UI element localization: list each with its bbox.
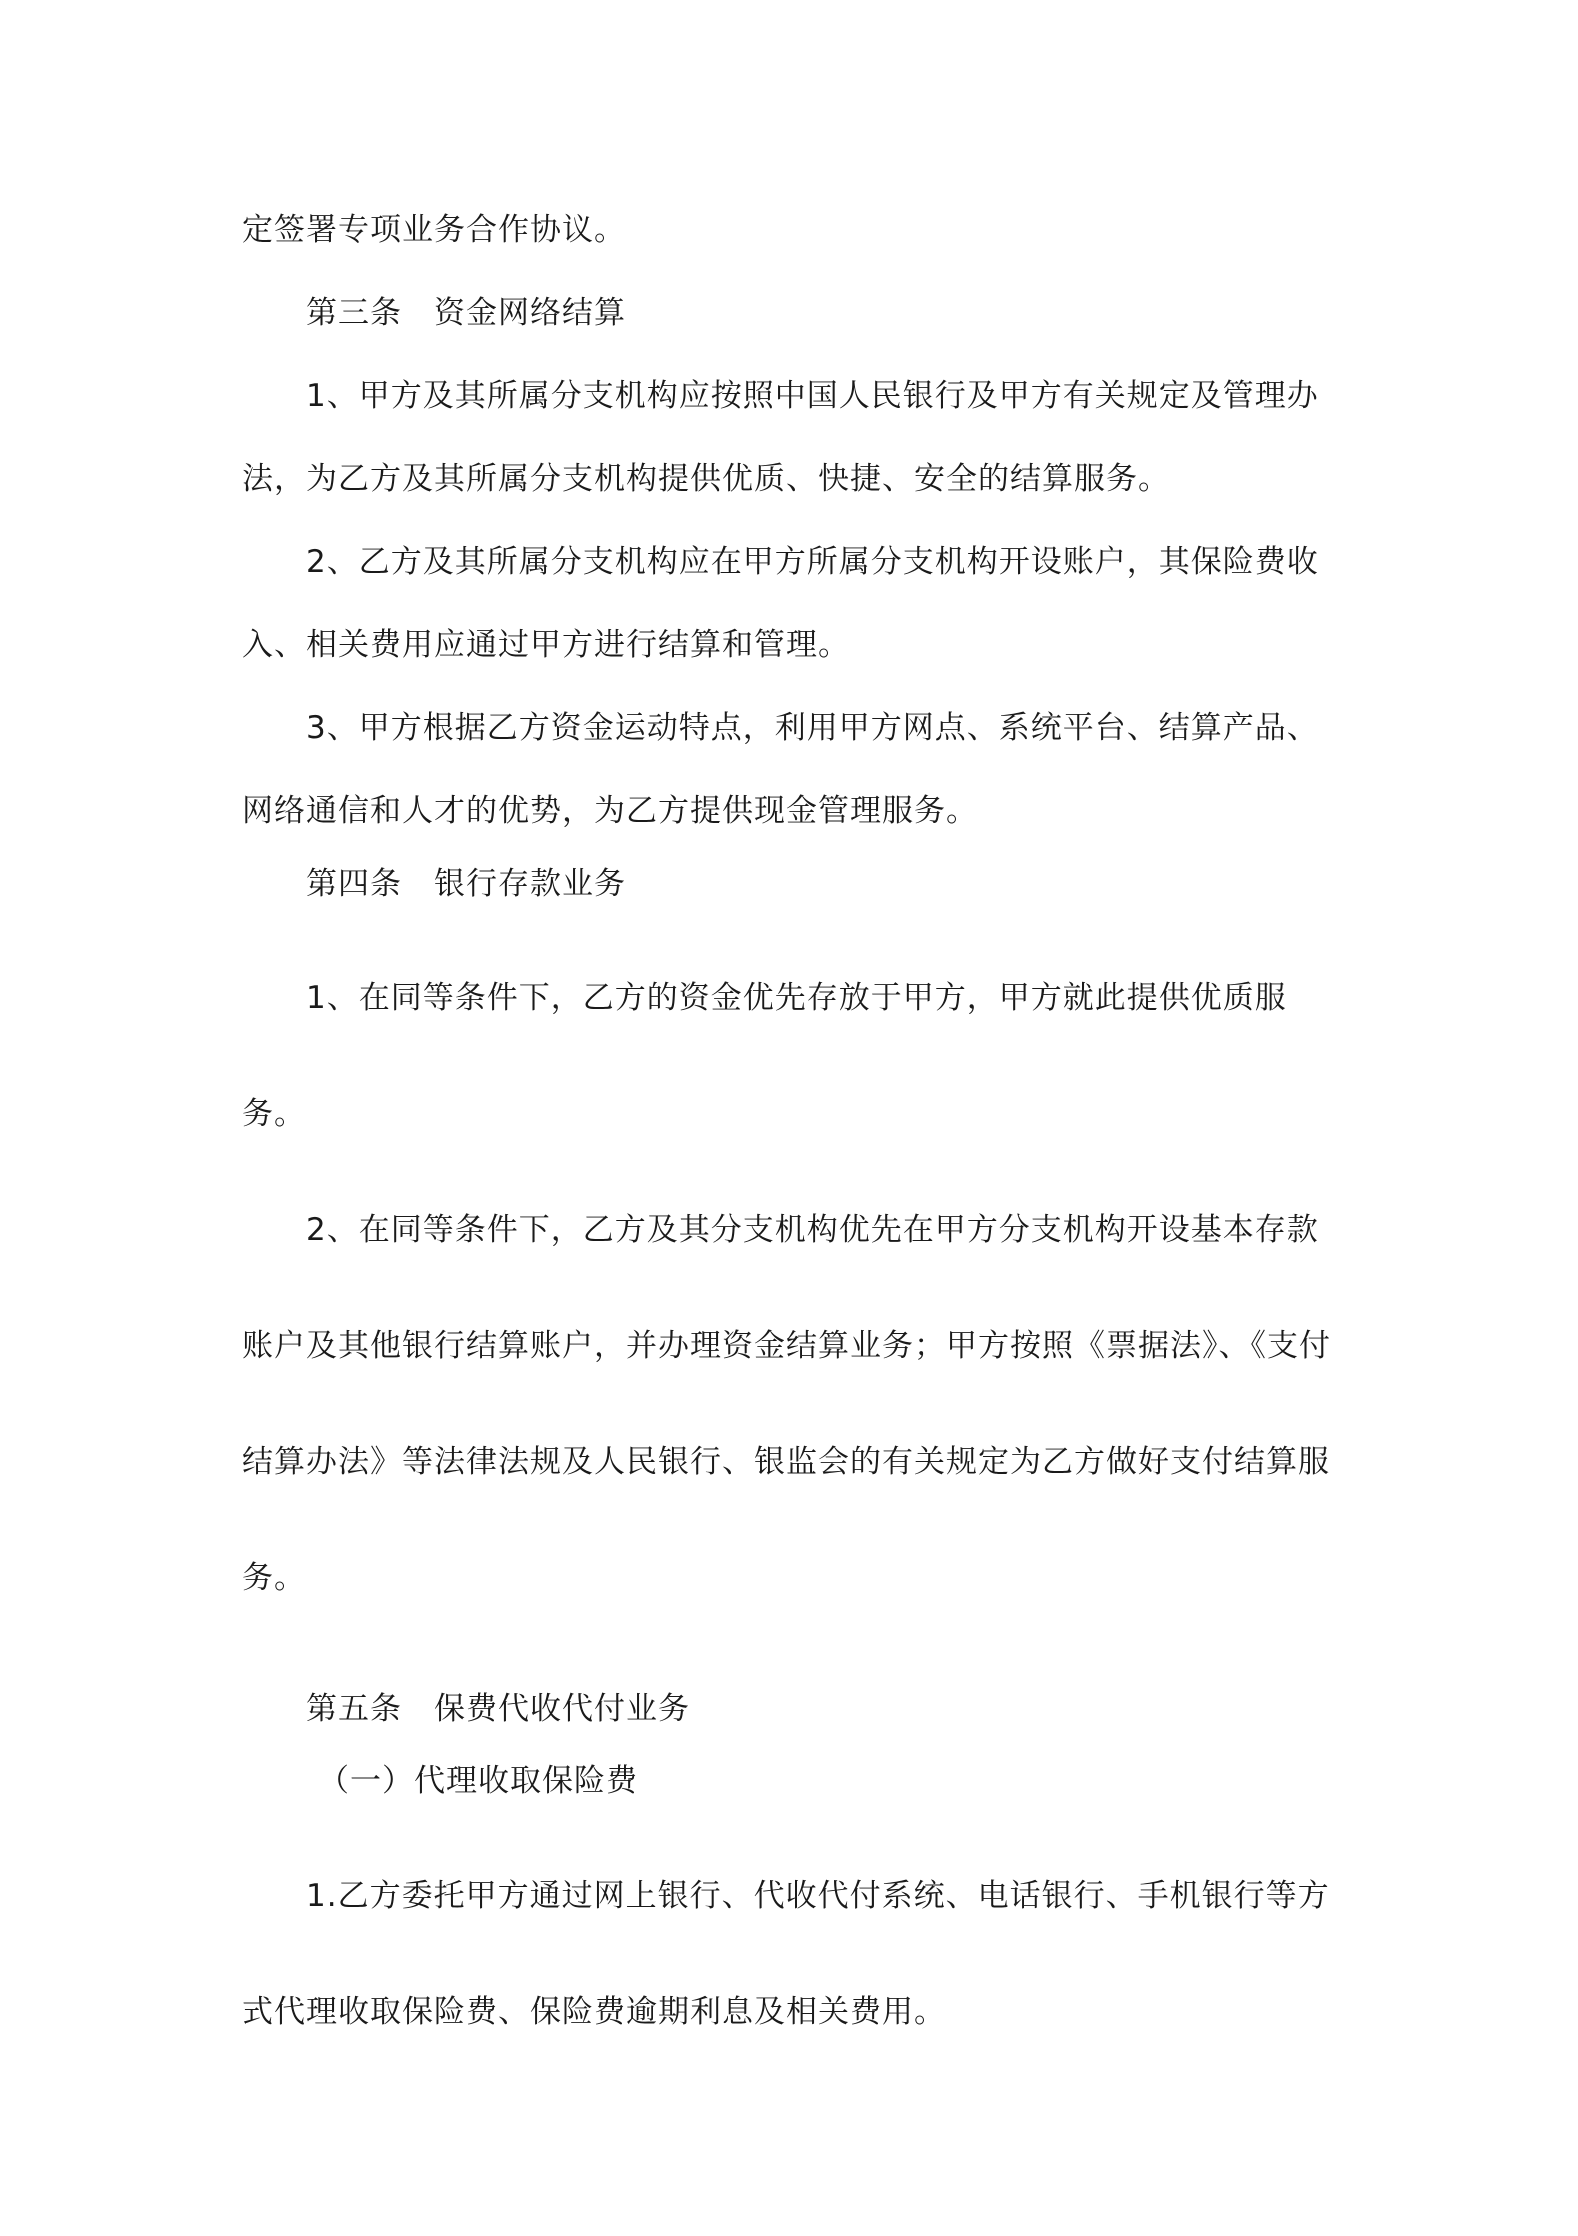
article-4-item-1-line-1: 1、在同等条件下，乙方的资金优先存放于甲方，甲方就此提供优质服 xyxy=(306,980,1287,1016)
article-3-item-1-line-1: 1、甲方及其所属分支机构应按照中国人民银行及甲方有关规定及管理办 xyxy=(306,378,1319,414)
article-5-heading: 第五条 保费代收代付业务 xyxy=(306,1691,690,1727)
article-4-item-2-line-2: 账户及其他银行结算账户，并办理资金结算业务；甲方按照《票据法》、《支付 xyxy=(242,1328,1331,1364)
article-4-item-1-line-2: 务。 xyxy=(242,1096,306,1132)
article-5-item-1-line-2: 式代理收取保险费、保险费逾期利息及相关费用。 xyxy=(242,1994,946,2030)
paragraph-continuation: 定签署专项业务合作协议。 xyxy=(242,212,626,248)
article-5-item-1-line-1: 1.乙方委托甲方通过网上银行、代收代付系统、电话银行、手机银行等方 xyxy=(306,1878,1330,1914)
article-3-item-3-line-1: 3、甲方根据乙方资金运动特点，利用甲方网点、系统平台、结算产品、 xyxy=(306,710,1319,746)
article-3-item-1-line-2: 法，为乙方及其所属分支机构提供优质、快捷、安全的结算服务。 xyxy=(242,461,1170,497)
article-4-item-2-line-1: 2、在同等条件下，乙方及其分支机构优先在甲方分支机构开设基本存款 xyxy=(306,1212,1319,1248)
article-5-section-1-heading: （一）代理收取保险费 xyxy=(318,1763,638,1799)
article-3-item-3-line-2: 网络通信和人才的优势，为乙方提供现金管理服务。 xyxy=(242,793,978,829)
article-3-item-2-line-1: 2、乙方及其所属分支机构应在甲方所属分支机构开设账户，其保险费收 xyxy=(306,544,1319,580)
article-3-heading: 第三条 资金网络结算 xyxy=(306,295,626,331)
article-4-item-2-line-3: 结算办法》等法律法规及人民银行、银监会的有关规定为乙方做好支付结算服 xyxy=(242,1444,1330,1480)
article-3-item-2-line-2: 入、相关费用应通过甲方进行结算和管理。 xyxy=(242,627,850,663)
article-4-item-2-line-4: 务。 xyxy=(242,1560,306,1596)
article-4-heading: 第四条 银行存款业务 xyxy=(306,866,626,902)
